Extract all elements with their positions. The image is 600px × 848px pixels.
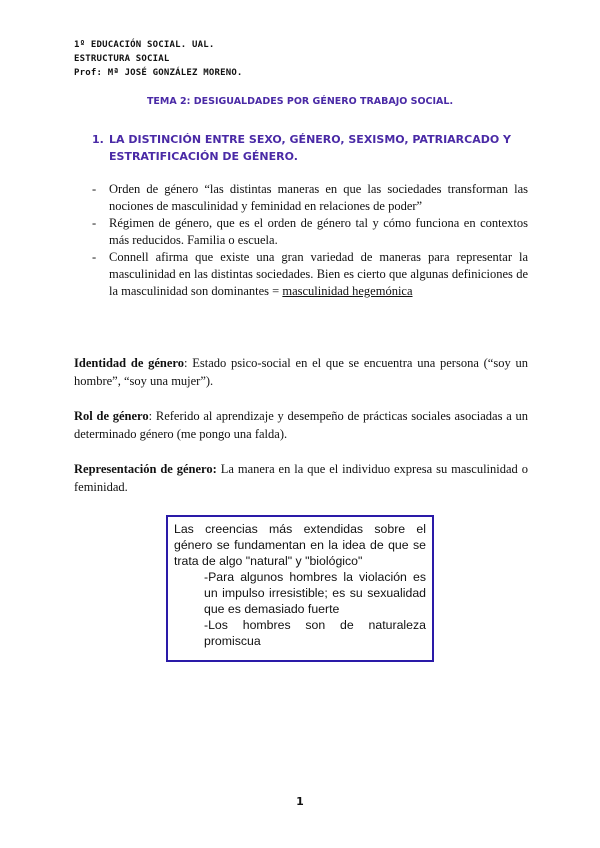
section-number: 1.: [92, 133, 104, 146]
list-item: [92, 215, 528, 249]
page-number: 1: [296, 795, 304, 808]
list-item-text: Orden de género “las distintas maneras en que las sociedades transforman las nociones de masculinidad y feminidad en relaciones de poder”: [109, 182, 528, 213]
header-course: 1º EDUCACIÓN SOCIAL. UAL.: [74, 40, 215, 50]
quote-item: -Los hombres son de naturaleza promiscua: [204, 618, 426, 648]
definition-term: Rol de género: [74, 409, 149, 423]
quote-items: [174, 569, 426, 649]
quote-item: -Para algunos hombres la violación es un impulso irresistible; es su sexualidad que es demasiado fuerte: [204, 570, 426, 616]
definition-term: Identidad de género: [74, 356, 185, 370]
definition-text: Estado psico-social en el que se encuentra una persona (“soy un hombre”, “soy una mujer”).: [74, 356, 528, 388]
header-subject: ESTRUCTURA SOCIAL: [74, 54, 170, 64]
definition-paragraph: [74, 354, 528, 390]
list-item: [92, 181, 528, 215]
list-item-text: Régimen de género, que es el orden de género tal y cómo funciona en contextos más reducidos. Familia o escuela.: [109, 216, 528, 247]
list-item: [92, 249, 528, 300]
dash-marker: -: [92, 250, 97, 264]
dash-marker: -: [92, 216, 97, 230]
definition-text: Referido al aprendizaje y desempeño de prácticas sociales asociadas a un determinado género (me pongo una falda).: [74, 409, 528, 441]
definition-separator: :: [184, 356, 188, 370]
definition-paragraph: [74, 407, 528, 443]
document-header: [74, 38, 243, 80]
list-item-text: Connell afirma que existe una gran variedad de maneras para representar la masculinidad en las distintas sociedades. Bien es cierto que algunas definiciones de la masculinidad son dominantes =: [109, 250, 528, 298]
header-professor: Prof: Mª JOSÉ GONZÁLEZ MORENO.: [74, 68, 243, 78]
definition-paragraph: [74, 460, 528, 496]
quote-lead: Las creencias más extendidas sobre el género se fundamentan en la idea de que se trata de algo "natural" y "biológico": [174, 522, 426, 568]
section-title: LA DISTINCIÓN ENTRE SEXO, GÉNERO, SEXISMO, PATRIARCADO Y ESTRATIFICACIÓN DE GÉNERO.: [109, 133, 512, 163]
definition-text: La manera en la que el individuo expresa su masculinidad o feminidad.: [74, 462, 528, 494]
definition-term: Representación de género:: [74, 462, 217, 476]
quote-box: [166, 515, 434, 662]
bullet-list: [92, 181, 528, 300]
underlined-term: masculinidad hegemónica: [282, 284, 413, 298]
dash-marker: -: [92, 182, 97, 196]
definition-separator: :: [148, 409, 153, 423]
page-title: TEMA 2: DESIGUALDADES POR GÉNERO TRABAJO SOCIAL.: [146, 96, 454, 107]
